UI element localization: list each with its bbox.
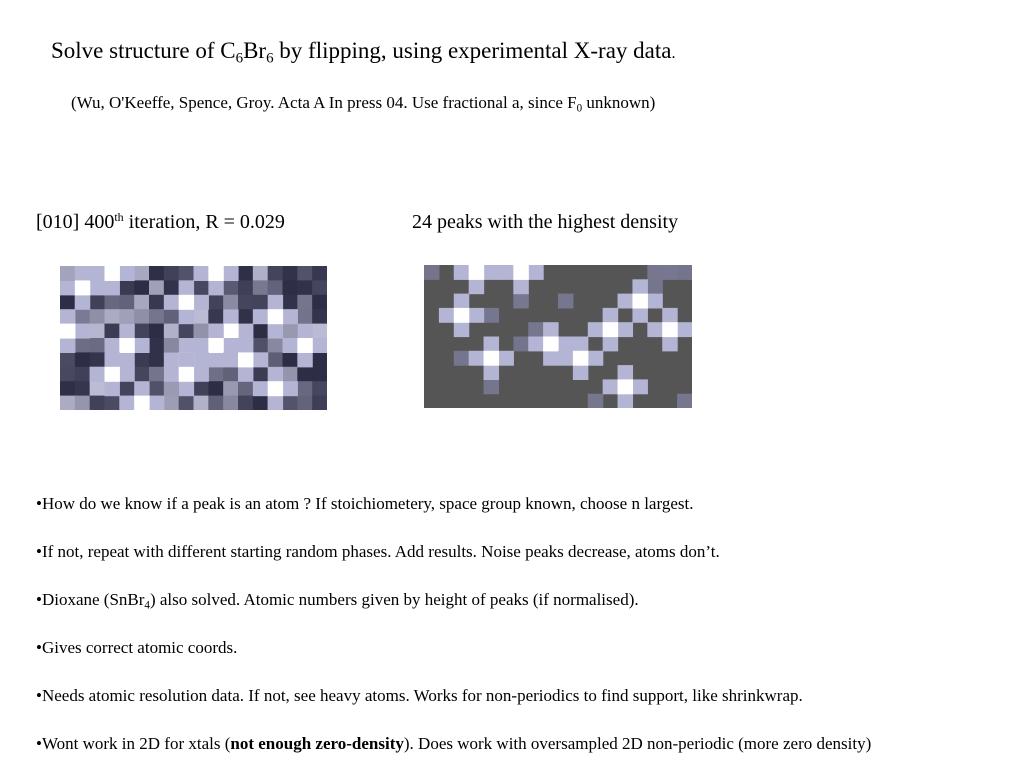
density-cell [164,324,179,339]
density-cell [297,295,312,310]
density-cell [297,309,312,324]
density-cell [283,280,298,295]
density-cell [253,396,268,410]
density-cell [194,324,209,339]
bullet-dioxane [36,590,639,610]
peak-halo [179,338,194,353]
density-cell [208,396,223,410]
density-cell [149,367,164,382]
density-cell [297,367,312,382]
density-cell [60,396,75,410]
density-peak [105,367,120,382]
peak-halo [149,396,164,410]
peak-halo [603,308,618,323]
density-cell [60,295,75,310]
peak-halo [454,294,469,309]
bullet-resolution: •Needs atomic resolution data. If not, see heavy atoms. Works for non-periodics to find support, like shrinkwrap. [36,686,803,705]
peak-halo [119,324,134,339]
density-peak [573,351,588,366]
density-cell [312,309,327,324]
density-cell [312,324,327,339]
density-cell [90,396,105,410]
density-peak [297,338,312,353]
peak-halo [454,265,469,280]
peak-halo [469,279,484,294]
density-cell [297,280,312,295]
density-cell [312,381,327,396]
density-peak [484,351,499,366]
citation-text: (Wu, O'Keeffe, Spence, Groy. Acta A In press 04. Use fractional a, since F [71,93,577,112]
density-cell [283,367,298,382]
density-cell [164,309,179,324]
density-cell [208,295,223,310]
density-cell [647,265,662,280]
peak-halo [119,266,134,281]
density-cell [134,295,149,310]
peak-halo [238,367,253,382]
density-cell [149,295,164,310]
density-peak [179,367,194,382]
peak-halo [194,266,209,281]
density-cell [164,381,179,396]
density-cell [253,367,268,382]
density-cell [194,381,209,396]
peak-halo [164,352,179,367]
bullet-repeat-phases: •If not, repeat with different starting random phases. Add results. Noise peaks decrease, atoms don’t. [36,542,720,561]
peak-halo [632,308,647,323]
density-cell [238,280,253,295]
bullet-2d-bold: not enough zero-density [230,734,404,753]
density-peak [513,265,528,280]
density-cell [105,295,120,310]
peak-halo [119,367,134,382]
density-cell [312,367,327,382]
density-peak [75,280,90,295]
peak-halo [90,367,105,382]
peak-halo [312,338,327,353]
peak-halo [194,352,209,367]
density-cell [179,266,194,281]
density-cell [75,381,90,396]
density-cell [119,295,134,310]
formula-c: C [220,38,236,63]
density-cell [75,309,90,324]
peak-halo [75,266,90,281]
density-cell [253,338,268,353]
density-cell [223,280,238,295]
density-cell [164,280,179,295]
peak-halo [75,295,90,310]
peak-halo [268,367,283,382]
density-cell [194,309,209,324]
peak-halo [283,309,298,324]
peak-halo [134,338,149,353]
density-peak [134,396,149,410]
density-cell [134,367,149,382]
title-rest: by flipping, using experimental X-ray data [273,38,672,63]
density-cell [253,266,268,281]
density-cell [90,324,105,339]
formula-br-subscript: 6 [266,50,274,67]
peak-halo [283,381,298,396]
peak-halo [253,352,268,367]
density-cell [75,352,90,367]
peak-halo [134,381,149,396]
left-caption-post: iteration, R = 0.029 [123,211,285,233]
density-cell [134,324,149,339]
density-peak [268,381,283,396]
density-map-left [60,266,327,410]
peak-halo [75,324,90,339]
density-cell [75,396,90,410]
density-peak [268,309,283,324]
density-cell [208,309,223,324]
peak-halo [469,308,484,323]
peak-halo [677,322,692,337]
density-cell [60,367,75,382]
density-cell [75,338,90,353]
density-cell [253,280,268,295]
density-cell [662,265,677,280]
density-cell [149,324,164,339]
peak-halo [454,322,469,337]
peak-halo [498,351,513,366]
bullet-dioxane-sub: 4 [144,599,150,612]
density-cell [208,367,223,382]
peak-halo [253,381,268,396]
density-cell [134,352,149,367]
density-cell [223,295,238,310]
density-cell [149,266,164,281]
peak-halo [662,308,677,323]
peak-halo [179,309,194,324]
peak-halo [105,280,120,295]
peak-halo [60,280,75,295]
peak-halo [223,266,238,281]
peak-halo [179,280,194,295]
density-cell [297,381,312,396]
peak-halo [647,294,662,309]
density-cell [312,280,327,295]
density-peak [60,324,75,339]
density-cell [238,266,253,281]
peak-halo [618,322,633,337]
peak-halo [60,338,75,353]
density-cell [119,309,134,324]
peak-halo [283,338,298,353]
peak-halo [484,365,499,380]
density-cell [268,280,283,295]
density-peak [662,322,677,337]
bullet-dioxane-pre: •Dioxane (SnBr [36,590,145,609]
peak-halo [513,279,528,294]
peak-halo [223,309,238,324]
peak-halo [558,337,573,352]
peak-halo [194,367,209,382]
density-cell [60,266,75,281]
density-peak [632,294,647,309]
density-cell [268,266,283,281]
peak-halo [253,309,268,324]
density-peak [469,265,484,280]
left-caption-sup: th [114,209,124,224]
peak-halo [119,352,134,367]
density-cell [253,295,268,310]
peak-halo [528,265,543,280]
density-cell [164,338,179,353]
density-cell [179,324,194,339]
density-peak [208,266,223,281]
density-cell [60,381,75,396]
formula-br: Br [243,38,267,63]
peak-halo [164,367,179,382]
peak-halo [268,396,283,410]
density-peak [454,308,469,323]
density-cell [424,265,439,280]
density-cell [283,352,298,367]
right-image-caption: 24 peaks with the highest density [412,211,679,233]
peak-halo [484,265,499,280]
density-cell [60,352,75,367]
peak-halo [90,266,105,281]
formula-c-subscript: 6 [235,50,244,67]
bullet-2d [36,734,871,754]
density-cell [105,324,120,339]
density-cell [268,352,283,367]
density-cell [194,396,209,410]
density-cell [208,381,223,396]
peak-halo [297,324,312,339]
peak-halo [543,322,558,337]
density-cell [149,280,164,295]
density-cell [268,338,283,353]
peak-halo [238,324,253,339]
density-peak [238,352,253,367]
density-cell [677,394,692,408]
density-cell [238,295,253,310]
density-cell [312,295,327,310]
density-cell [283,266,298,281]
density-cell [238,381,253,396]
density-cell [119,381,134,396]
peak-halo [268,295,283,310]
peak-halo [588,322,603,337]
density-cell [194,280,209,295]
density-cell [223,381,238,396]
density-cell [513,294,528,309]
slide-title [51,38,676,67]
density-map-right [424,265,692,408]
peak-halo [573,365,588,380]
left-caption-pre: [010] 400 [36,211,115,233]
peak-halo [105,352,120,367]
bullet-2d-post: ). Does work with oversampled 2D non-periodic (more zero density) [403,734,872,753]
density-cell [283,324,298,339]
density-cell [484,308,499,323]
peak-halo [662,337,677,352]
density-cell [677,265,692,280]
peak-halo [558,351,573,366]
density-cell [90,381,105,396]
density-cell [238,309,253,324]
peak-halo [647,322,662,337]
density-cell [119,280,134,295]
peak-halo [618,394,633,408]
bullet-atomic-coords: •Gives correct atomic coords. [36,638,238,657]
density-peak [603,322,618,337]
density-cell [297,266,312,281]
peak-halo [632,279,647,294]
peak-halo [618,294,633,309]
density-cell [238,396,253,410]
peak-halo [223,352,238,367]
peak-halo [543,351,558,366]
density-cell [149,338,164,353]
title-lead: Solve structure of [51,38,221,63]
density-cell [283,396,298,410]
density-cell [312,266,327,281]
citation-subscript: 0 [576,102,583,115]
density-cell [312,396,327,410]
peak-halo [179,352,194,367]
peak-halo [179,381,194,396]
peak-halo [484,337,499,352]
bullet-dioxane-post: ) also solved. Atomic numbers given by height of peaks (if normalised). [149,590,639,609]
density-cell [149,352,164,367]
peak-halo [297,352,312,367]
density-cell [149,309,164,324]
density-cell [90,295,105,310]
peak-halo [223,338,238,353]
density-cell [558,294,573,309]
density-cell [134,309,149,324]
density-cell [312,352,327,367]
peak-halo [603,337,618,352]
peak-halo [528,337,543,352]
density-peak [223,324,238,339]
density-cell [105,309,120,324]
density-cell [75,367,90,382]
density-cell [105,396,120,410]
density-cell [223,396,238,410]
title-period: . [671,45,676,62]
density-cell [164,396,179,410]
peak-halo [573,337,588,352]
density-cell [297,396,312,410]
peak-halo [164,295,179,310]
density-cell [164,266,179,281]
density-cell [283,295,298,310]
density-cell [454,351,469,366]
density-cell [484,379,499,394]
density-cell [528,322,543,337]
density-cell [90,338,105,353]
bullet-2d-pre: •Wont work in 2D for xtals ( [36,734,231,753]
density-cell [513,337,528,352]
density-peak [208,338,223,353]
bullet-peak-atom: •How do we know if a peak is an atom ? If stoichiometery, space group known, choose n largest. [36,494,694,513]
peak-halo [618,365,633,380]
peak-halo [105,338,120,353]
density-peak [119,338,134,353]
density-cell [134,266,149,281]
citation [71,93,655,113]
density-cell [588,394,603,408]
density-cell [223,367,238,382]
peak-halo [105,381,120,396]
peak-halo [439,308,454,323]
peak-halo [194,338,209,353]
density-cell [253,324,268,339]
peak-halo [588,351,603,366]
peak-halo [90,280,105,295]
peak-halo [603,379,618,394]
density-cell [134,280,149,295]
peak-halo [498,265,513,280]
peak-halo [268,324,283,339]
peak-halo [632,379,647,394]
peak-halo [194,295,209,310]
density-peak [543,337,558,352]
peak-halo [208,280,223,295]
peak-halo [119,396,134,410]
peak-halo [208,324,223,339]
density-peak [105,266,120,281]
density-cell [90,352,105,367]
citation-end: unknown) [582,93,656,112]
peak-halo [469,351,484,366]
peak-halo [238,338,253,353]
density-cell [179,396,194,410]
peak-halo [208,352,223,367]
density-cell [647,279,662,294]
density-cell [90,309,105,324]
density-peak [179,295,194,310]
peak-halo [60,309,75,324]
density-cell [149,381,164,396]
density-peak [618,379,633,394]
left-image-caption [36,211,285,234]
